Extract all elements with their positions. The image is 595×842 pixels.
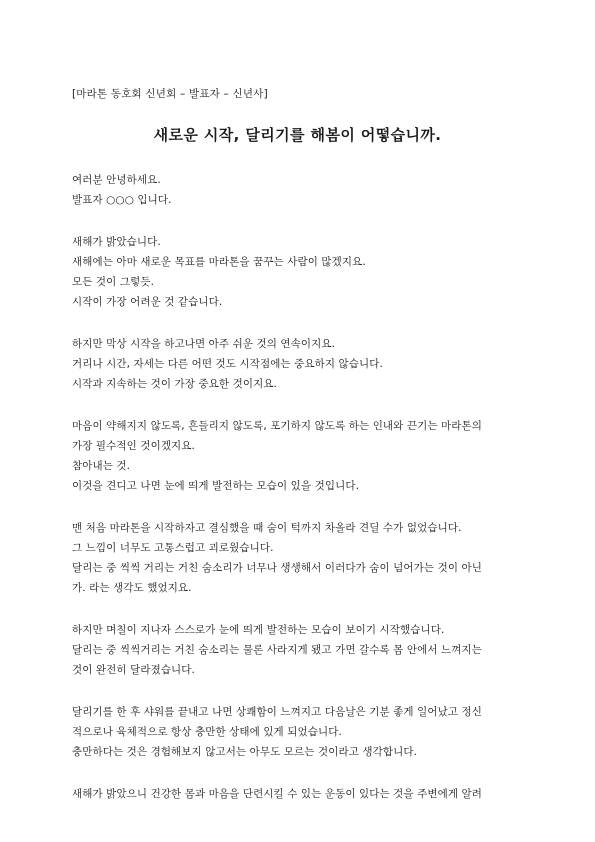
text-line: 여러분 안녕하세요. — [72, 174, 161, 186]
paragraph-first-run — [72, 518, 527, 598]
text-line: 거리나 시간, 자세는 다른 어떤 것도 시작점에는 중요하지 않습니다. — [72, 358, 383, 370]
text-line: 그 느낌이 너무도 고통스럽고 괴로웠습니다. — [72, 542, 274, 554]
text-line: 모든 것이 그렇듯. — [72, 276, 155, 288]
text-line: 하지만 며칠이 지나자 스스로가 눈에 띄게 발전하는 모습이 보이기 시작했습니다. — [72, 624, 445, 636]
paragraph-new-year — [72, 232, 527, 312]
text-line: 맨 처음 마라톤을 시작하자고 결심했을 때 숨이 턱까지 차올라 견딜 수가 없었습니다. — [72, 522, 462, 534]
document-title: 새로운 시작, 달리기를 해봄이 어떻습니까. — [153, 126, 442, 144]
text-line: 새해가 밝았습니다. — [72, 236, 161, 248]
paragraph-closing — [72, 784, 527, 804]
document-header-tag: [마라톤 동호회 신년회 – 발표자 – 신년사] — [72, 88, 268, 100]
text-line: 새해에는 아마 새로운 목표를 마라톤을 꿈꾸는 사람이 많겠지요. — [72, 256, 366, 268]
text-line: 달리는 중 씩씩 거리는 거친 숨소리가 너무나 생생해서 이러다가 숨이 넘어가는 것이 아닌 — [72, 562, 482, 574]
text-line: 하지만 막상 시작을 하고나면 아주 쉬운 것의 연속이지요. — [72, 338, 336, 350]
text-line: 이것을 견디고 나면 눈에 띄게 발전하는 모습이 있을 것입니다. — [72, 480, 360, 492]
text-line: 발표자 ○○○ 입니다. — [72, 194, 172, 206]
paragraph-start — [72, 334, 527, 394]
text-line: 시작과 지속하는 것이 가장 중요한 것이지요. — [72, 378, 277, 390]
text-line: 것이 완전히 달라졌습니다. — [72, 664, 195, 676]
text-line: 마음이 약해지지 않도록, 흔들리지 않도록, 포기하지 않도록 하는 인내와 끈기는 마라톤의 — [72, 420, 482, 432]
paragraph-patience — [72, 416, 527, 496]
text-line: 가. 라는 생각도 했었지요. — [72, 582, 192, 594]
paragraph-greeting — [72, 170, 527, 210]
text-line: 새해가 밝았으니 건강한 몸과 마음을 단련시킬 수 있는 운동이 있다는 것을 주변에게 알려 — [72, 788, 482, 800]
paragraph-fulfillment — [72, 702, 527, 762]
paragraph-progress — [72, 620, 527, 680]
text-line: 적으로나 육체적으로 항상 충만한 상태에 있게 되었습니다. — [72, 726, 342, 738]
text-line: 충만하다는 것은 경험해보지 않고서는 아무도 모르는 것이라고 생각합니다. — [72, 746, 418, 758]
text-line: 가장 필수적인 것이겠지요. — [72, 440, 195, 452]
text-line: 달리는 중 씩씩거리는 거친 숨소리는 물론 사라지게 됐고 가면 갈수록 몸 안에서 느껴지는 — [72, 644, 482, 656]
text-line: 참아내는 것. — [72, 460, 131, 472]
document-body — [72, 170, 527, 826]
text-line: 시작이 가장 어려운 것 같습니다. — [72, 296, 223, 308]
text-line: 달리기를 한 후 샤워를 끝내고 나면 상쾌함이 느껴지고 다음날은 기분 좋게 일어났고 정신 — [72, 706, 482, 718]
